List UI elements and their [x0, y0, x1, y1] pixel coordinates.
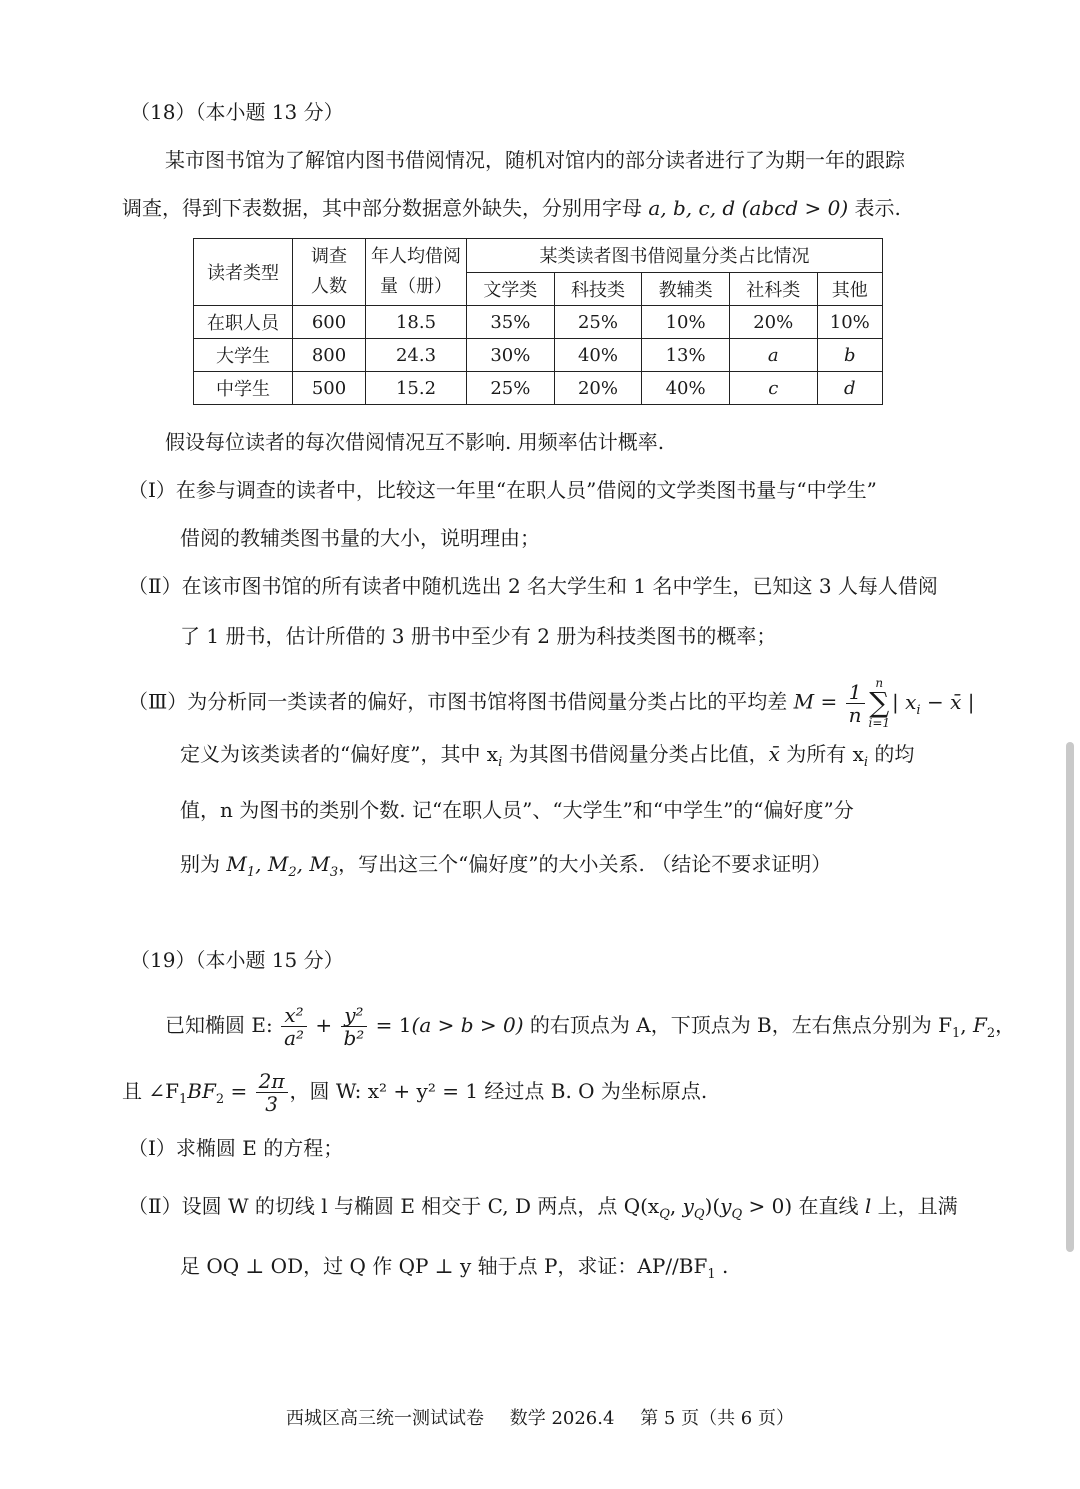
header-reader-type: 读者类型 — [194, 239, 293, 306]
q18-intro-line1: 某市图书馆为了解馆内图书借阅情况，随机对馆内的部分读者进行了为期一年的跟踪 — [165, 148, 905, 172]
q18-header: （18）（本小题 13 分） — [130, 100, 344, 124]
header-science: 科技类 — [554, 272, 642, 306]
table-cell: a — [729, 339, 817, 372]
q18-part1-line1: （Ⅰ）在参与调查的读者中，比较这一年里“在职人员”借阅的文学类图书量与“中学生” — [128, 478, 877, 502]
table-cell: 13% — [642, 339, 730, 372]
table-cell: 10% — [817, 306, 882, 339]
part3-text: （Ⅲ）为分析同一类读者的偏好，市图书馆将图书借阅量分类占比的平均差 — [128, 689, 794, 714]
q18-intro-end: 表示. — [848, 196, 901, 220]
header-textbook: 教辅类 — [642, 272, 730, 306]
table-cell: 大学生 — [194, 339, 293, 372]
q19-part2-line1: （Ⅱ）设圆 W 的切线 l 与椭圆 E 相交于 C, D 两点，点 $Q(x_Q$, $y_Q)(y_Q > 0)$ 在直线 l 上，且满 — [128, 1194, 958, 1222]
table-cell: 500 — [293, 372, 366, 405]
q19-part2-line2: 足 OQ ⊥ OD，过 Q 作 QP ⊥ y 轴于点 P，求证：$AP//BF_1$ . — [180, 1254, 729, 1282]
q18-intro-text: 调查，得到下表数据，其中部分数据意外缺失，分别用字母 — [122, 196, 649, 220]
footer-exam-name: 西城区高三统一测试试卷 — [286, 1408, 484, 1429]
table-cell: 35% — [467, 306, 555, 339]
header-literature: 文学类 — [467, 272, 555, 306]
q19-part2-text-c: 足 OQ ⊥ OD，过 Q 作 QP ⊥ y 轴于点 P，求证：AP//BF — [180, 1254, 708, 1278]
table-cell: d — [817, 372, 882, 405]
part3-text-b2: 为其图书借阅量分类占比值， — [502, 742, 769, 766]
q19-ellipse-line: 已知椭圆 E: $\frac{\text{x²}}{\text{a²}}$ + $\frac{\text{y²}}{\text{b²}}$ = 1(a > b > 0) 的右顶点为 A，下顶点为 B，左右焦点分别为 $F_1$, $F_2$， — [165, 1003, 1016, 1050]
missing-condition: (abcd > 0) — [735, 196, 849, 220]
angle-text-a: 且 ∠F — [122, 1079, 179, 1103]
table-cell: 800 — [293, 339, 366, 372]
part3-text-d1: 别为 — [180, 852, 227, 876]
table-row — [194, 372, 883, 405]
table-cell: 30% — [467, 339, 555, 372]
table-cell: 10% — [642, 306, 730, 339]
part3-text-d2: ，写出这三个“偏好度”的大小关系. （结论不要求证明） — [338, 852, 832, 876]
table-cell: 在职人员 — [194, 306, 293, 339]
table-cell: 中学生 — [194, 372, 293, 405]
table-cell: c — [729, 372, 817, 405]
table-cell: 15.2 — [366, 372, 467, 405]
header-category-group: 某类读者图书借阅量分类占比情况 — [467, 239, 883, 273]
table-cell: 40% — [642, 372, 730, 405]
fraction-1-over-n: $\frac{1}{n}$ — [846, 681, 865, 726]
table-row — [194, 306, 883, 339]
table-cell: 20% — [729, 306, 817, 339]
table-cell: 18.5 — [366, 306, 467, 339]
q19-part1: （Ⅰ）求椭圆 E 的方程； — [128, 1136, 344, 1160]
fraction-x2-a2: $\frac{\text{x²}}{\text{a²}}$ — [281, 1004, 307, 1049]
table-cell: 25% — [467, 372, 555, 405]
q18-part2-line2: 了 1 册书，估计所借的 3 册书中至少有 2 册为科技类图书的概率； — [180, 624, 777, 648]
q19-header: （19）（本小题 15 分） — [130, 948, 344, 972]
q18-part3-line3: 值，n 为图书的类别个数. 记“在职人员”、“大学生”和“中学生”的“偏好度”分 — [180, 798, 854, 822]
table-cell: 24.3 — [366, 339, 467, 372]
q18-part3-line4: 别为 $M_1$, $M_2$, $M_3$，写出这三个“偏好度”的大小关系. （结论不要求证明） — [180, 852, 832, 880]
table-cell: 20% — [554, 372, 642, 405]
part3-text-b: 定义为该类读者的“偏好度”，其中 x — [180, 742, 499, 766]
footer-subject: 数学 2026.4 — [509, 1408, 615, 1429]
reading-data-table — [193, 238, 883, 405]
q19-part2-text-b: 满 — [937, 1194, 958, 1218]
header-survey-count: 调查人数 — [293, 239, 366, 306]
q18-part3-line1: （Ⅲ）为分析同一类读者的偏好，市图书馆将图书借阅量分类占比的平均差 M = $\frac{1}{n}$ n ∑ i=1 | $x_i$ − x̄ | — [128, 676, 975, 730]
table-cell: 40% — [554, 339, 642, 372]
q18-intro-line2 — [122, 194, 901, 222]
q18-assumption: 假设每位读者的每次借阅情况互不影响. 用频率估计概率. — [165, 430, 665, 454]
footer-page-number: 第 5 页（共 6 页） — [640, 1408, 794, 1429]
q19-part2-text-a: （Ⅱ）设圆 W 的切线 l 与椭圆 E 相交于 C, D 两点，点 Q(x — [128, 1194, 660, 1218]
angle-text-b: ，圆 W: x² + y² = 1 经过点 B. O 为坐标原点. — [289, 1079, 708, 1103]
table-cell: 600 — [293, 306, 366, 339]
header-social: 社科类 — [729, 272, 817, 306]
vertical-scrollbar[interactable] — [1066, 742, 1074, 1252]
ellipse-text-a: 已知椭圆 E: — [165, 1013, 280, 1037]
fraction-2pi-3: $\frac{2\pi}{3}$ — [256, 1070, 288, 1115]
header-other: 其他 — [817, 272, 882, 306]
q18-part3-line2: 定义为该类读者的“偏好度”，其中 $x_i$ 为其图书借阅量分类占比值，x̄ 为所有 $x_i$ 的均 — [180, 742, 915, 770]
q18-part1-line2: 借阅的教辅类图书量的大小，说明理由； — [180, 526, 540, 550]
fraction-y2-b2: $\frac{\text{y²}}{\text{b²}}$ — [341, 1004, 368, 1049]
page-footer — [0, 1404, 1080, 1430]
missing-letters: a, b, c, d — [648, 196, 736, 220]
ellipse-text-b: 的右顶点为 A，下顶点为 B，左右焦点分别为 F — [523, 1013, 952, 1037]
header-annual-average: 年人均借阅量（册） — [366, 239, 467, 306]
q18-part2-line1: （Ⅱ）在该市图书馆的所有读者中随机选出 2 名大学生和 1 名中学生，已知这 3 人每人借阅 — [128, 574, 938, 598]
table-row — [194, 339, 883, 372]
part3-text-b3: 为所有 x — [779, 742, 864, 766]
sum-sign-icon: n ∑ i=1 — [868, 676, 891, 730]
table-cell: b — [817, 339, 882, 372]
part3-text-b4: 的均 — [868, 742, 915, 766]
q19-angle-line: 且 $\angle F_1BF_2$ = $\frac{2\pi}{3}$ ，圆 W: x² + y² = 1 经过点 B. O 为坐标原点. — [122, 1069, 708, 1116]
table-cell: 25% — [554, 306, 642, 339]
